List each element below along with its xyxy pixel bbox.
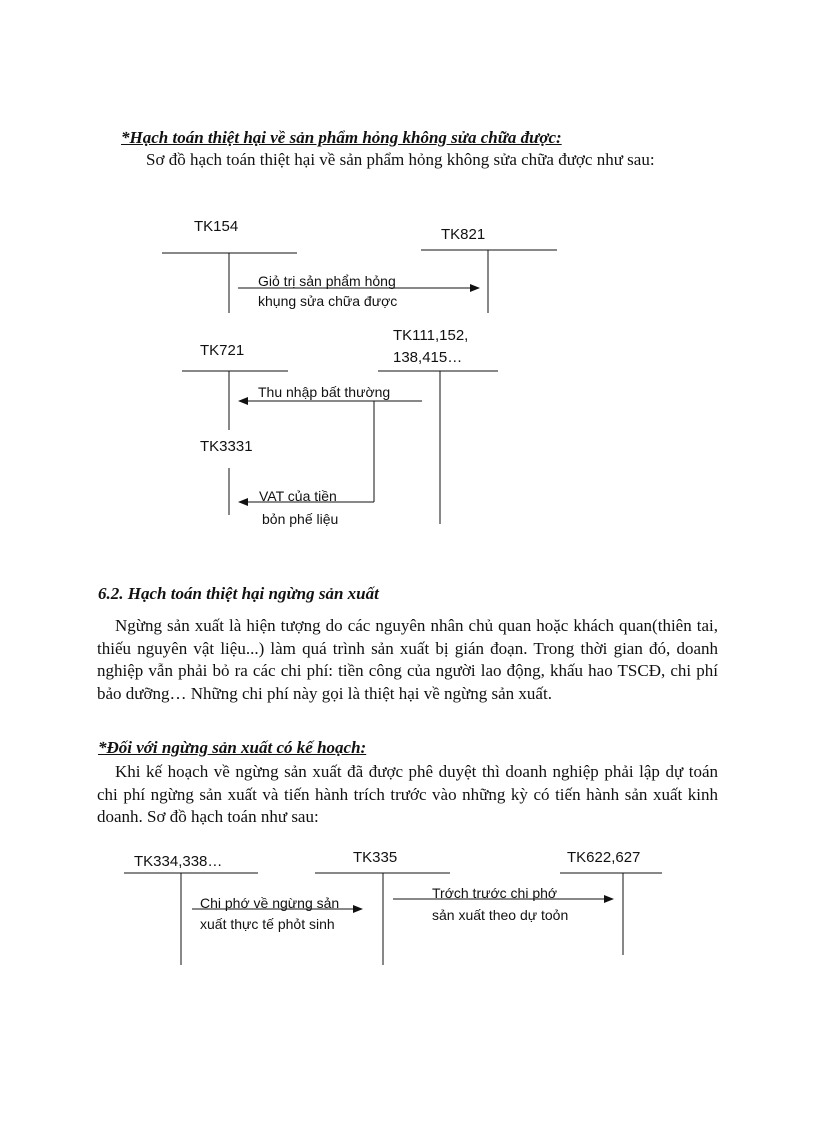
label-trich-line2: sản xuất theo dự toỏn [432, 907, 569, 923]
paragraph-ngung-san-xuat: Ngừng sản xuất là hiện tượng do các nguyên nhân chủ quan hoặc khách quan(thiên tai, thiếu nguyên vật liệu...) làm quá trình sản xuất bị gián đoạn. Trong thời gian đó, doanh nghiệp vẫn phải bỏ ra các chi phí: tiền công của người lao động, khấu hao TSCĐ, chi phí bảo dưỡng… Những chi phí này gọi là thiệt hại về ngừng sản xuất. [97, 616, 718, 703]
account-tk622: TK622,627 [567, 849, 641, 866]
label-chi-phi-line2: xuất thực tế phỏt sinh [200, 916, 335, 932]
section-heading-planned-stoppage: *Đối với ngừng sản xuất có kế hoạch: [98, 738, 367, 757]
label-trich-line1: Trớch trước chi phớ [432, 885, 558, 901]
account-tk111-line2: 138,415… [393, 349, 463, 366]
diagram1-intro: Sơ đồ hạch toán thiệt hại về sản phẩm hỏng không sửa chữa được như sau: [146, 150, 655, 169]
section-heading-6-2: 6.2. Hạch toán thiệt hại ngừng sản xuất [98, 584, 379, 603]
account-tk334: TK334,338… [134, 853, 223, 870]
label-vat-line1: VAT của tiền [259, 488, 337, 504]
label-gia-tri-line2: khụng sửa chữa được [258, 293, 398, 309]
label-gia-tri-line1: Giỏ trị sản phẩm hỏng [258, 273, 396, 289]
label-thu-nhap: Thu nhập bất thường [258, 384, 391, 400]
section-heading-unrepairable: *Hạch toán thiệt hại về sản phẩm hỏng không sửa chữa được: [121, 128, 562, 147]
paragraph-planned-stoppage: Khi kế hoạch về ngừng sản xuất đã được phê duyệt thì doanh nghiệp phải lập dự toán chi phí ngừng sản xuất và tiến hành trích trước vào những kỳ có tiến hành sản xuất kinh doanh. Sơ đồ hạch toán như sau: [97, 762, 718, 826]
label-vat-line2: bỏn phế liệu [262, 511, 339, 527]
account-tk111-line1: TK111,152, [393, 327, 469, 344]
account-tk721: TK721 [200, 342, 245, 359]
label-chi-phi-line1: Chi phớ về ngừng sản [200, 895, 340, 911]
account-tk821: TK821 [441, 226, 486, 243]
account-tk3331: TK3331 [200, 438, 253, 455]
account-tk335: TK335 [353, 849, 398, 866]
account-tk154: TK154 [194, 218, 239, 235]
